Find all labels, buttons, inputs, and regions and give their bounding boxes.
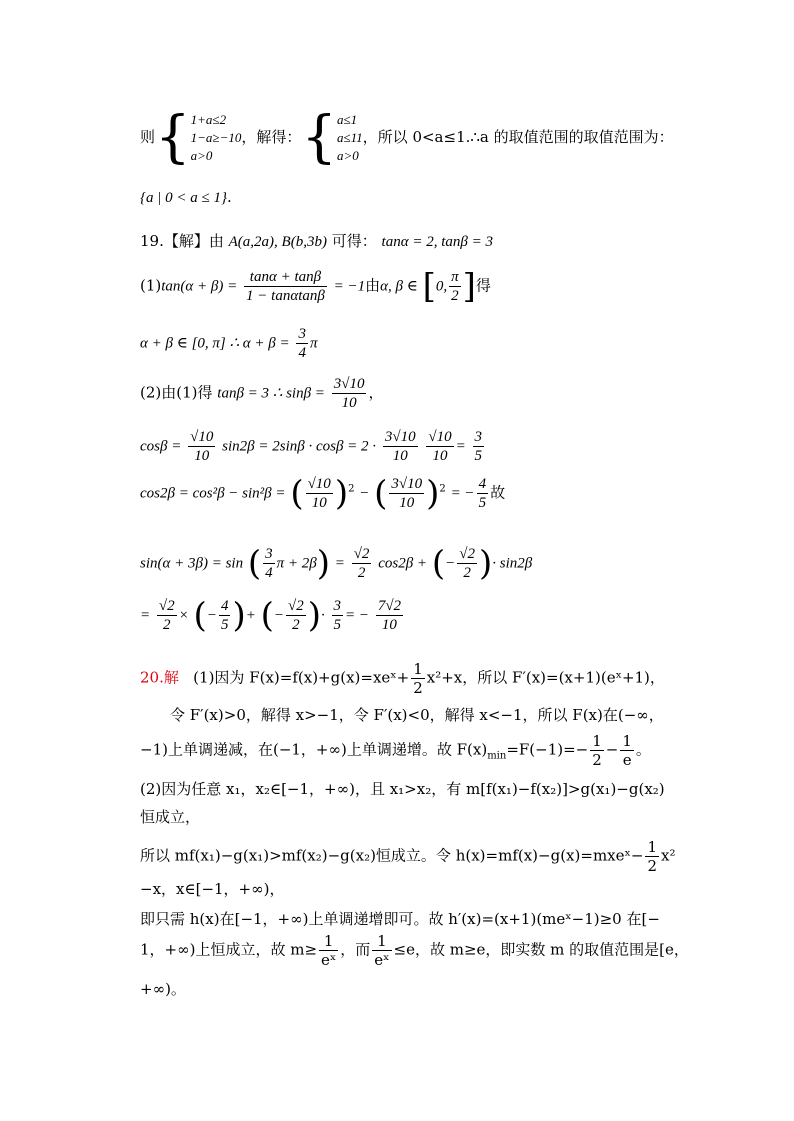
text: (2)因为任意 x₁，x₂∈[−1，+∞)，且 x₁>x₂，有 m[f(x₁)−f(x₂)]>g(x₁)−g(x₂) [140, 780, 665, 798]
period: . [226, 188, 232, 206]
denominator: e [622, 751, 632, 769]
question-number: 19.【解】由 [140, 232, 224, 250]
set-line [140, 188, 232, 207]
denominator: 2 [292, 617, 300, 633]
numerator: 4 [220, 598, 229, 614]
q20-line5 [140, 806, 200, 827]
numerator: 3 [474, 429, 482, 445]
text: 1，+∞)上恒成立，故 m≥ [140, 940, 318, 959]
text: 故 [490, 483, 506, 502]
text: =F(−1)=− [506, 740, 589, 759]
denominator: 5 [478, 495, 487, 511]
q20-line7 [140, 878, 284, 899]
q20-line2 [170, 704, 664, 725]
ineq: a≤1 [337, 112, 358, 127]
denominator: 10 [399, 495, 415, 511]
text: −x，x∈[−1，+∞)， [140, 880, 285, 898]
denominator: 5 [220, 617, 229, 633]
text: ，解得： [241, 128, 302, 146]
ineq: 1+a≤2 [190, 112, 227, 127]
expr: = − [450, 485, 475, 502]
numerator: √10 [190, 429, 214, 445]
numerator: 3 [298, 326, 306, 342]
expr: × [178, 607, 189, 624]
numerator: 1 [372, 932, 391, 951]
numerator: 3√10 [333, 376, 365, 392]
q19-part6: = $\frac{√2}{2}$ × (− $\frac{4}{5}$ )+ (− $\frac{√2}{2}$ )· $\frac{3}{5}$ = − $\frac{7√2}{10}$ [140, 595, 402, 636]
question-number: 20.解 [140, 668, 179, 687]
text: 所以 mf(x₁)−g(x₁)>mf(x₂)−g(x₂)恒成立。令 h(x)=mf(x)−g(x)=mxeˣ− [140, 846, 644, 865]
numerator: π [451, 269, 459, 285]
label: (2)由(1)得 [140, 383, 213, 402]
q20-line9 [140, 932, 689, 969]
numerator: 4 [478, 476, 487, 492]
text: 可得： [331, 232, 377, 250]
expr: cos2β = cos²β − sin²β = [140, 485, 286, 502]
ineq: a>0 [337, 148, 359, 163]
points: A(a,2a), B(b,3b) [228, 234, 327, 250]
q20-line8 [140, 908, 660, 929]
numerator: √2 [459, 546, 475, 562]
text: +∞)。 [140, 980, 186, 998]
denominator: 4 [298, 345, 306, 361]
numerator: 1 [413, 660, 423, 678]
numerator: 3 [333, 598, 342, 614]
comma: ， [368, 383, 384, 402]
values: tanα = 2, tanβ = 3 [381, 234, 493, 250]
denominator: 10 [341, 395, 357, 411]
text: 令 F′(x)>0，解得 x>−1，令 F′(x)<0，解得 x<−1，所以 F(x)在(−∞， [170, 706, 664, 724]
expr: = [334, 555, 345, 572]
numerator: √10 [307, 476, 331, 492]
denominator: 5 [333, 617, 342, 633]
denominator: 1 − tanαtanβ [246, 288, 325, 304]
denominator: 2 [592, 751, 602, 769]
text: ≤e，故 m≥e，即实数 m 的取值范围是[e， [393, 940, 689, 959]
numerator: 3 [265, 546, 273, 562]
denominator: 5 [474, 448, 482, 464]
denominator: 2 [463, 565, 471, 581]
solution-set: {a | 0 < a ≤ 1} [140, 190, 227, 206]
numerator: √2 [288, 598, 304, 614]
expr: = − [345, 607, 370, 624]
q19-part2 [140, 375, 383, 412]
denominator: 10 [432, 448, 448, 464]
expr: cos2β + [378, 555, 428, 572]
expr: sin2β = 2sinβ · cosβ = 2 · [222, 438, 377, 455]
text: (1)因为 F(x)=f(x)+g(x)=xeˣ+ [193, 668, 410, 687]
expr: π [309, 335, 318, 352]
expr: = −1 [333, 278, 366, 295]
denominator: 10 [194, 448, 210, 464]
system-line: 则{ 1+a≤2 1−a≥−10 a>0 ，解得：{ a≤1 a≤11 a>0 ，所以 0<a≤1.∴a 的取值范围的取值范围为： [140, 105, 674, 170]
text: 得 [475, 276, 491, 295]
q19-part1: (1)tan(α + β) = $\frac{\tan\alpha + \tan\beta}{1 - \tan\alpha\tan\beta}$ = −1由α, β ∈ [0, $\frac{\pi}{2}$ ]得 [140, 266, 491, 307]
denominator: 10 [311, 495, 327, 511]
text: − [605, 740, 619, 759]
expr: α + β ∈ [0, π] ∴ α + β = [140, 335, 290, 352]
text: x² [660, 846, 676, 865]
ineq: a>0 [190, 148, 213, 163]
denominator: 2 [163, 617, 171, 633]
text: −1)上单调递减，在(−1，+∞)上单调递增。故 F(x) [140, 740, 488, 759]
q20-line4 [140, 778, 665, 799]
numerator: √10 [428, 429, 452, 445]
ineq: a≤11 [337, 130, 363, 145]
expr: tanβ = 3 ∴ sinβ = [217, 385, 325, 402]
denominator: 2 [647, 857, 657, 875]
text: x²+x，所以 F′(x)=(x+1)(eˣ+1)， [426, 668, 665, 687]
denominator: 2 [357, 565, 366, 581]
expr: + [245, 607, 256, 624]
expr: sin(α + 3β) = sin [140, 555, 244, 572]
numerator: 3√10 [384, 429, 416, 445]
denominator: 2 [451, 288, 459, 304]
numerator: √2 [158, 598, 175, 614]
text: ，所以 0<a≤1.∴a 的取值范围的取值范围为： [362, 128, 674, 146]
q20-line10 [140, 978, 186, 999]
expr: = [140, 607, 151, 624]
expr: tan(α + β) = [161, 278, 238, 295]
q20-line3 [140, 732, 651, 769]
text: 。 [635, 740, 651, 759]
q19-part1b [140, 325, 317, 362]
q19-part3 [140, 428, 486, 465]
text: 则 [140, 128, 156, 146]
ineq: 1−a≥−10 [190, 130, 242, 145]
expr: = [455, 438, 466, 455]
numerator: tanα + tanβ [244, 268, 327, 287]
denominator: eˣ [374, 951, 390, 969]
expr: · sin2β [492, 555, 533, 572]
denominator: 10 [381, 617, 397, 633]
expr: cosβ = [140, 438, 182, 455]
q20-line6 [140, 838, 675, 875]
numerator: √2 [353, 546, 370, 562]
q19-part4: cos2β = cos²β − sin²β = ( $\frac{√10}{10}$ )$^2$ − ( $\frac{3√10}{10}$ )$^2$ = − $\frac{4}{5}$ 故 [140, 473, 506, 514]
text: 由 [365, 276, 381, 295]
numerator: 1 [592, 732, 602, 750]
numerator: 7√2 [377, 598, 402, 614]
denominator: 10 [392, 448, 408, 464]
label: (1) [140, 276, 162, 295]
subscript: min [487, 750, 507, 762]
text: 恒成立， [140, 808, 201, 826]
expr: α, β ∈ [380, 278, 418, 295]
expr: π + 2β [276, 555, 317, 572]
denominator: 4 [265, 565, 273, 581]
q19-part5: sin(α + 3β) = sin ( $\frac{3}{4}$ π + 2β) = $\frac{√2}{2}$ cos2β + (− $\frac{√2}{2}$ )· sin2β [140, 543, 533, 584]
expr: · [321, 607, 325, 624]
denominator: 2 [413, 679, 423, 697]
q19-head [140, 230, 493, 251]
text: ，而 [340, 940, 371, 959]
expr: − [359, 485, 370, 502]
text: 即只需 h(x)在[−1，+∞)上单调递增即可。故 h′(x)=(x+1)(meˣ−1)≥0 在[− [140, 910, 660, 928]
numerator: 1 [319, 932, 338, 951]
numerator: 3√10 [391, 476, 423, 492]
numerator: 1 [647, 838, 657, 856]
q20-line1 [140, 660, 665, 697]
denominator: eˣ [321, 951, 337, 969]
numerator: 1 [622, 732, 632, 750]
